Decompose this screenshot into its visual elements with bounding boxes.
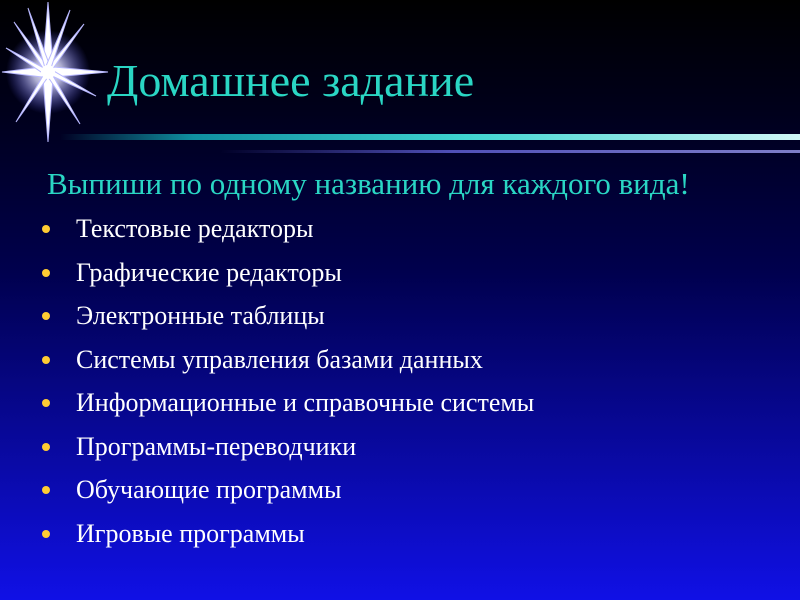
list-item-label: Программы-переводчики [76, 431, 357, 461]
bullet-icon [42, 443, 50, 451]
list-item-label: Графические редакторы [76, 257, 342, 287]
bullet-icon [42, 486, 50, 494]
slide-title: Домашнее задание [107, 55, 475, 106]
list-item-label: Обучающие программы [76, 475, 342, 504]
title-divider-secondary [220, 150, 800, 153]
bullet-icon [42, 530, 50, 538]
bullet-icon [42, 225, 50, 233]
list-item-label: Текстовые редакторы [76, 214, 314, 243]
bullet-icon [42, 312, 50, 320]
bullet-icon [42, 399, 50, 407]
list-item-label: Электронные таблицы [76, 301, 325, 330]
bullet-icon [42, 269, 50, 277]
list-item-label: Игровые программы [76, 518, 305, 548]
title-divider [60, 134, 800, 140]
star-burst-icon [0, 0, 110, 150]
slide-subtitle: Выпиши по одному названию для каждого вида! [47, 166, 690, 201]
bullet-icon [42, 356, 50, 364]
list-item-label: Информационные и справочные системы [76, 388, 535, 417]
list-item-label: Системы управления базами данных [76, 344, 483, 374]
